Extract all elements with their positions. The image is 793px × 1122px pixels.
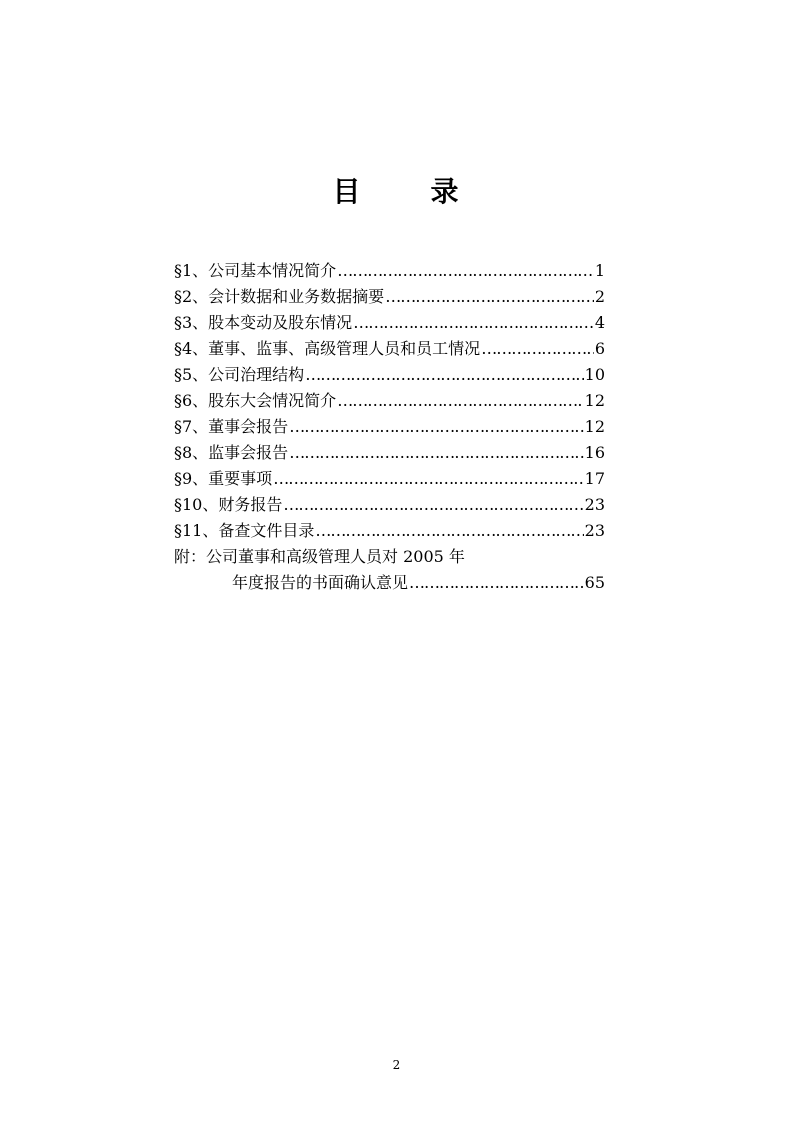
footer-page-number: 2 [392, 1058, 401, 1072]
toc-entry-label: §11、备查文件目录 [174, 521, 315, 540]
dot-leader [385, 284, 594, 310]
toc-entry-page: 12 [584, 417, 605, 436]
dot-leader [289, 414, 583, 440]
dot-leader [481, 336, 594, 362]
table-of-contents [174, 258, 605, 596]
dot-leader [305, 362, 583, 388]
toc-entry-page: 17 [584, 469, 605, 488]
toc-entry-9[interactable] [174, 466, 605, 492]
toc-entry-page: 16 [584, 443, 605, 462]
toc-entry-page: 2 [594, 287, 605, 306]
dot-leader [283, 492, 583, 518]
page-title [0, 170, 793, 210]
toc-entry-label: §1、公司基本情况简介 [174, 261, 337, 280]
toc-entry-4[interactable] [174, 336, 605, 362]
toc-entry-label: §4、董事、监事、高级管理人员和员工情况 [174, 339, 481, 358]
title-part-1: 目 [332, 175, 363, 208]
appendix-label-line-2: 年度报告的书面确认意见 [232, 573, 409, 592]
toc-entry-11[interactable] [174, 518, 605, 544]
appendix-entry-line-1 [174, 544, 605, 570]
toc-entry-page: 1 [594, 261, 605, 280]
dot-leader [289, 440, 583, 466]
toc-entry-7[interactable] [174, 414, 605, 440]
toc-entry-page: 4 [594, 313, 605, 332]
toc-entry-label: §3、股本变动及股东情况 [174, 313, 353, 332]
title-part-2: 录 [430, 175, 461, 208]
dot-leader [409, 570, 584, 596]
toc-entry-3[interactable] [174, 310, 605, 336]
toc-entry-page: 23 [584, 521, 605, 540]
toc-entry-8[interactable] [174, 440, 605, 466]
toc-entry-page: 23 [584, 495, 605, 514]
toc-entry-page: 12 [584, 391, 605, 410]
toc-entry-label: §2、会计数据和业务数据摘要 [174, 287, 385, 306]
toc-entry-page: 10 [584, 365, 605, 384]
toc-entry-1[interactable] [174, 258, 605, 284]
toc-entry-label: §10、财务报告 [174, 495, 283, 514]
dot-leader [337, 258, 594, 284]
dot-leader [353, 310, 594, 336]
toc-entry-10[interactable] [174, 492, 605, 518]
dot-leader [337, 388, 583, 414]
toc-entry-page: 6 [594, 339, 605, 358]
appendix-page: 65 [584, 573, 605, 592]
toc-entry-5[interactable] [174, 362, 605, 388]
toc-entry-label: §7、董事会报告 [174, 417, 289, 436]
toc-entry-label: §8、监事会报告 [174, 443, 289, 462]
toc-entry-label: §5、公司治理结构 [174, 365, 305, 384]
toc-entry-6[interactable] [174, 388, 605, 414]
toc-entry-2[interactable] [174, 284, 605, 310]
appendix-entry[interactable] [174, 570, 605, 596]
toc-entry-label: §9、重要事项 [174, 469, 273, 488]
dot-leader [273, 466, 583, 492]
dot-leader [315, 518, 583, 544]
appendix-label-line-1: 附：公司董事和高级管理人员对 2005 年 [174, 547, 465, 566]
toc-entry-label: §6、股东大会情况简介 [174, 391, 337, 410]
